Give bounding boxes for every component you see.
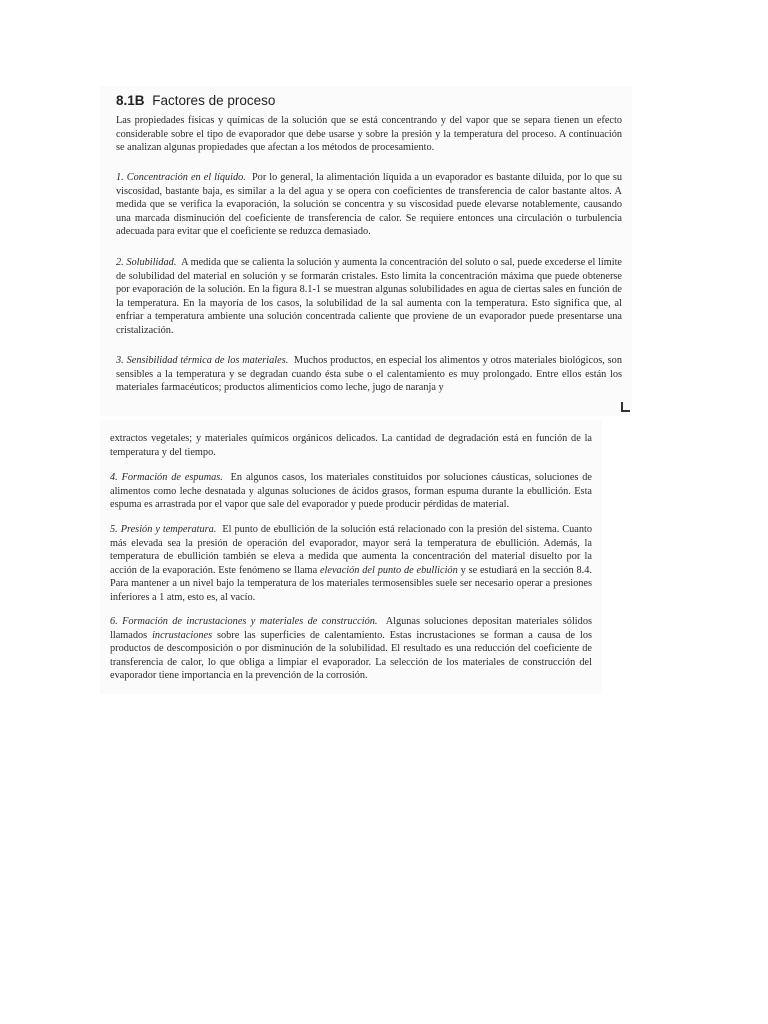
item-title: 4. Formación de espumas.	[110, 472, 223, 483]
item-foaming	[110, 471, 592, 512]
item-term: incrustaciones	[152, 629, 213, 641]
section-heading	[116, 93, 275, 108]
item-thermal-sensitivity	[116, 354, 622, 395]
item-text: Muchos productos, en especial los alimentos y otros materiales biológicos, son sensibles a la temperatura y se degradan cuando ésta sube o el calentamiento es muy prolongado. Entre ellos están los materiales farmacéuticos; productos alimenticios como leche, jugo de naranja y	[116, 355, 622, 394]
section-number: 8.1B	[116, 93, 145, 108]
section-title: Factores de proceso	[152, 93, 276, 108]
item-text: En algunos casos, los materiales constituidos por soluciones cáusticas, soluciones de alimentos como leche desnatada y algunas soluciones de ácidos grasos, forman espuma durante la ebullición. Esta espuma es arrastrada por el vapor que sale del evaporador y puede producir pérdidas de material.	[110, 472, 592, 511]
item-title: 5. Presión y temperatura.	[110, 524, 217, 535]
item-title: 6. Formación de incrustaciones y materiales de construcción.	[110, 616, 378, 627]
item-solubility	[116, 256, 622, 338]
item-text: El punto de ebullición de la solución está relacionado con la presión del sistema. Cuanto más elevada sea la presión de operación del evaporador, mayor será la temperatura de ebullición. Además, la temperatura de ebullición también se eleva a medida que aumenta la concentración del material disuelto por la acción de la evaporación. Este fenómeno se llama	[110, 524, 592, 576]
item-text: Algunas soluciones depositan materiales sólidos llamados	[110, 616, 592, 641]
item-text: sobre las superficies de calentamiento. Estas incrustaciones se forman a causa de los productos de descomposición o por disminución de la solubilidad. El resultado es una reducción del coeficiente de transferencia de calor, lo que obliga a limpiar el evaporador. La selección de los materiales de construcción del evaporador tiene importancia en la prevención de la corrosión.	[110, 629, 592, 682]
item-pressure-temperature	[110, 523, 592, 605]
item-thermal-sensitivity-continued: extractos vegetales; y materiales químicos orgánicos delicados. La cantidad de degradación está en función de la temperatura y del tiempo.	[110, 433, 592, 458]
item-text: y se estudiará en la sección 8.4. Para mantener a un nivel bajo la temperatura de los materiales termosensibles suele ser necesario operar a presiones inferiores a 1 atm, esto es, al vacío.	[110, 564, 592, 603]
item-term: elevación del punto de ebullición	[319, 564, 458, 576]
item-title: 1. Concentración en el líquido.	[116, 172, 246, 183]
item-text: Por lo general, la alimentación líquida a un evaporador es bastante diluida, por lo que su viscosidad, bastante baja, es similar a la del agua y se opera con coeficientes de transferencia de calor bastante altos. A medida que se verifica la evaporación, la solución se concentra y su viscosidad puede elevarse notablemente, causando una marcada disminución del coeficiente de transferencia de calor. Se requiere entonces una circulación o turbulencia adecuada para evitar que el coeficiente se reduzca demasiado.	[116, 172, 622, 238]
item-concentration	[116, 171, 622, 239]
item-scaling-materials	[110, 615, 592, 683]
item-title: 3. Sensibilidad térmica de los materiales.	[116, 355, 289, 366]
page-break-mark	[621, 402, 630, 412]
intro-paragraph: Las propiedades físicas y químicas de la solución que se está concentrando y del vapor que se separa tienen un efecto considerable sobre el tipo de evaporador que debe usarse y sobre la presión y la temperatura del proceso. A continuación se analizan algunas propiedades que afectan a los métodos de procesamiento.	[116, 115, 622, 154]
item-title: 2. Solubilidad.	[116, 257, 177, 268]
item-text: A medida que se calienta la solución y aumenta la concentración del soluto o sal, puede excederse el límite de solubilidad del material en solución y se formarán cristales. Esto limita la concentración máxima que puede obtenerse por evaporación de la solución. En la figura 8.1-1 se muestran algunas solubilidades en agua de ciertas sales en función de la temperatura. En la mayoría de los casos, la solubilidad de la sal aumenta con la temperatura. Esto significa que, al enfriar a temperatura ambiente una solución concentrada caliente que proviene de un evaporador puede presentarse una cristalización.	[116, 257, 622, 336]
